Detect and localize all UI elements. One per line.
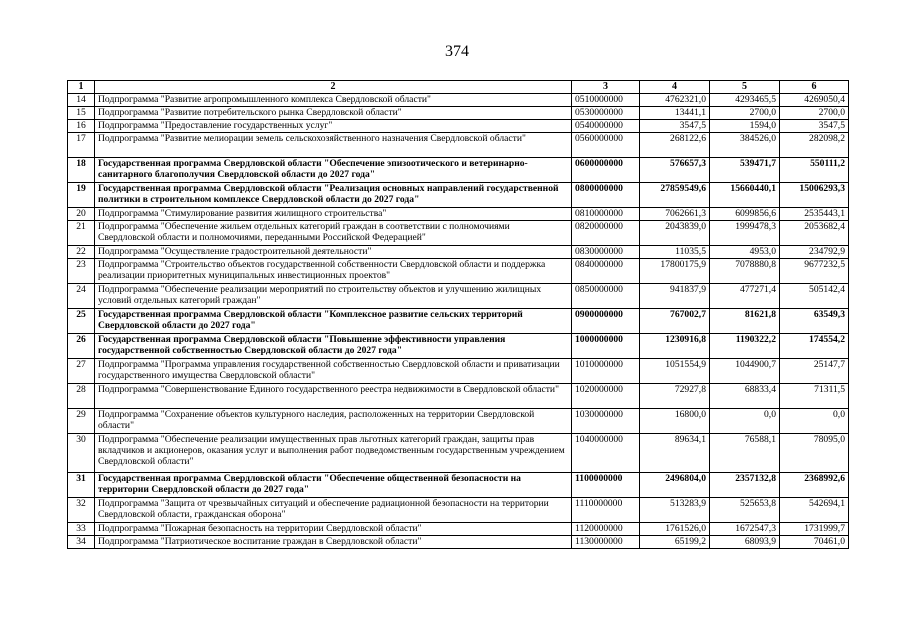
row-value-col6-cell: 4269050,4 — [780, 94, 849, 107]
table-row — [68, 107, 849, 120]
row-number-cell: 32 — [68, 498, 95, 523]
row-value-col6-cell: 174554,2 — [780, 334, 849, 359]
row-value-col5-cell: 1999478,3 — [710, 221, 780, 246]
row-value-col4-cell: 513283,9 — [640, 498, 710, 523]
row-name-cell: Подпрограмма "Строительство объектов государственной собственности Свердловской области и поддержка реализации приоритетных муниципальных инвестиционных проектов" — [95, 259, 572, 284]
row-code-cell: 0530000000 — [572, 107, 640, 120]
row-value-col5-cell: 81621,8 — [710, 309, 780, 334]
row-value-col5-cell: 68833,4 — [710, 384, 780, 409]
row-name-cell: Подпрограмма "Осуществление градостроительной деятельности" — [95, 246, 572, 259]
row-value-col5-cell: 1672547,3 — [710, 523, 780, 536]
row-value-col4-cell: 89634,1 — [640, 434, 710, 473]
row-value-col5-cell: 384526,0 — [710, 133, 780, 158]
row-value-col6-cell: 2535443,1 — [780, 208, 849, 221]
row-name-cell: Подпрограмма "Обеспечение реализации имущественных прав льготных категорий граждан, защиты прав вкладчиков и акционеров, оказания услуг и выполнения работ подведомственным государственным учреждением Свердловской области" — [95, 434, 572, 473]
column-header-2: 2 — [95, 81, 572, 94]
row-value-col5-cell: 6099856,6 — [710, 208, 780, 221]
row-name-cell: Подпрограмма "Патриотическое воспитание граждан в Свердловской области" — [95, 536, 572, 549]
row-value-col6-cell: 78095,0 — [780, 434, 849, 473]
row-value-col6-cell: 2368992,6 — [780, 473, 849, 498]
row-value-col6-cell: 542694,1 — [780, 498, 849, 523]
row-code-cell: 0830000000 — [572, 246, 640, 259]
row-value-col4-cell: 17800175,9 — [640, 259, 710, 284]
row-value-col4-cell: 268122,6 — [640, 133, 710, 158]
row-code-cell: 1120000000 — [572, 523, 640, 536]
row-value-col4-cell: 1051554,9 — [640, 359, 710, 384]
row-value-col4-cell: 72927,8 — [640, 384, 710, 409]
row-name-cell: Подпрограмма "Обеспечение реализации мероприятий по строительству объектов и улучшению жилищных условий отдельных категорий граждан" — [95, 284, 572, 309]
row-code-cell: 1030000000 — [572, 409, 640, 434]
row-value-col6-cell: 0,0 — [780, 409, 849, 434]
table-row — [68, 183, 849, 208]
table-row — [68, 434, 849, 473]
table-row — [68, 473, 849, 498]
row-name-cell: Подпрограмма "Предоставление государственных услуг" — [95, 120, 572, 133]
table-row — [68, 409, 849, 434]
row-code-cell: 0900000000 — [572, 309, 640, 334]
row-number-cell: 21 — [68, 221, 95, 246]
row-value-col6-cell: 505142,4 — [780, 284, 849, 309]
row-value-col4-cell: 3547,5 — [640, 120, 710, 133]
table-row — [68, 259, 849, 284]
row-number-cell: 25 — [68, 309, 95, 334]
row-code-cell: 0540000000 — [572, 120, 640, 133]
row-value-col6-cell: 63549,3 — [780, 309, 849, 334]
row-code-cell: 1000000000 — [572, 334, 640, 359]
row-value-col5-cell: 2700,0 — [710, 107, 780, 120]
row-value-col5-cell: 0,0 — [710, 409, 780, 434]
table-row — [68, 221, 849, 246]
page-number: 374 — [445, 43, 469, 60]
row-value-col5-cell: 4293465,5 — [710, 94, 780, 107]
row-value-col6-cell: 2053682,4 — [780, 221, 849, 246]
row-number-cell: 24 — [68, 284, 95, 309]
row-number-cell: 34 — [68, 536, 95, 549]
row-code-cell: 1040000000 — [572, 434, 640, 473]
row-value-col5-cell: 15660440,1 — [710, 183, 780, 208]
row-value-col4-cell: 767002,7 — [640, 309, 710, 334]
row-value-col4-cell: 576657,3 — [640, 158, 710, 183]
table-row — [68, 498, 849, 523]
row-value-col5-cell: 68093,9 — [710, 536, 780, 549]
row-code-cell: 0850000000 — [572, 284, 640, 309]
column-header-5: 5 — [710, 81, 780, 94]
table-row — [68, 158, 849, 183]
row-value-col5-cell: 477271,4 — [710, 284, 780, 309]
row-number-cell: 17 — [68, 133, 95, 158]
row-value-col5-cell: 1190322,2 — [710, 334, 780, 359]
row-number-cell: 19 — [68, 183, 95, 208]
row-number-cell: 22 — [68, 246, 95, 259]
row-number-cell: 30 — [68, 434, 95, 473]
row-number-cell: 15 — [68, 107, 95, 120]
row-name-cell: Подпрограмма "Стимулирование развития жилищного строительства" — [95, 208, 572, 221]
row-code-cell: 1110000000 — [572, 498, 640, 523]
row-code-cell: 0600000000 — [572, 158, 640, 183]
row-value-col4-cell: 1761526,0 — [640, 523, 710, 536]
column-header-6: 6 — [780, 81, 849, 94]
row-value-col5-cell: 1044900,7 — [710, 359, 780, 384]
row-value-col6-cell: 71311,5 — [780, 384, 849, 409]
row-number-cell: 33 — [68, 523, 95, 536]
row-value-col5-cell: 2357132,8 — [710, 473, 780, 498]
row-value-col4-cell: 2043839,0 — [640, 221, 710, 246]
row-code-cell: 1020000000 — [572, 384, 640, 409]
row-name-cell: Подпрограмма "Совершенствование Единого государственного реестра недвижимости в Свердловской области" — [95, 384, 572, 409]
row-value-col5-cell: 4953,0 — [710, 246, 780, 259]
row-value-col4-cell: 941837,9 — [640, 284, 710, 309]
row-number-cell: 26 — [68, 334, 95, 359]
table-body — [68, 94, 849, 549]
row-value-col6-cell: 3547,5 — [780, 120, 849, 133]
row-name-cell: Подпрограмма "Сохранение объектов культурного наследия, расположенных на территории Свердловской области" — [95, 409, 572, 434]
row-code-cell: 0840000000 — [572, 259, 640, 284]
row-code-cell: 0820000000 — [572, 221, 640, 246]
row-value-col6-cell: 15006293,3 — [780, 183, 849, 208]
row-name-cell: Подпрограмма "Защита от чрезвычайных ситуаций и обеспечение радиационной безопасности на территории Свердловской области, гражданская оборона" — [95, 498, 572, 523]
row-value-col6-cell: 234792,9 — [780, 246, 849, 259]
row-name-cell: Государственная программа Свердловской области "Комплексное развитие сельских территорий Свердловской области до 2027 года" — [95, 309, 572, 334]
row-value-col4-cell: 27859549,6 — [640, 183, 710, 208]
table-row — [68, 94, 849, 107]
table-row — [68, 309, 849, 334]
row-value-col4-cell: 11035,5 — [640, 246, 710, 259]
row-value-col5-cell: 76588,1 — [710, 434, 780, 473]
table-row — [68, 133, 849, 158]
row-value-col6-cell: 2700,0 — [780, 107, 849, 120]
row-value-col4-cell: 4762321,0 — [640, 94, 710, 107]
row-value-col5-cell: 7078880,8 — [710, 259, 780, 284]
row-name-cell: Подпрограмма "Развитие мелиорации земель сельскохозяйственного назначения Свердловской области" — [95, 133, 572, 158]
table-row — [68, 246, 849, 259]
row-number-cell: 28 — [68, 384, 95, 409]
row-name-cell: Подпрограмма "Развитие потребительского рынка Свердловской области" — [95, 107, 572, 120]
row-number-cell: 27 — [68, 359, 95, 384]
row-value-col4-cell: 16800,0 — [640, 409, 710, 434]
table-row — [68, 284, 849, 309]
table-row — [68, 384, 849, 409]
row-name-cell: Государственная программа Свердловской области "Обеспечение эпизоотического и ветеринарно-санитарного благополучия Свердловской области до 2027 года" — [95, 158, 572, 183]
row-name-cell: Подпрограмма "Обеспечение жильем отдельных категорий граждан в соответствии с полномочиями Свердловской области и полномочиями, переданными Российской Федерацией" — [95, 221, 572, 246]
row-code-cell: 0810000000 — [572, 208, 640, 221]
row-name-cell: Подпрограмма "Программа управления государственной собственностью Свердловской области и приватизации государственного имущества Свердловской области" — [95, 359, 572, 384]
table-header-row — [68, 81, 849, 94]
row-code-cell: 0560000000 — [572, 133, 640, 158]
row-code-cell: 1130000000 — [572, 536, 640, 549]
row-number-cell: 20 — [68, 208, 95, 221]
table-row — [68, 208, 849, 221]
row-value-col4-cell: 13441,1 — [640, 107, 710, 120]
row-name-cell: Государственная программа Свердловской области "Обеспечение общественной безопасности на территории Свердловской области до 2027 года" — [95, 473, 572, 498]
row-name-cell: Государственная программа Свердловской области "Повышение эффективности управления государственной собственностью Свердловской области до 2027 года" — [95, 334, 572, 359]
table-row — [68, 523, 849, 536]
column-header-1: 1 — [68, 81, 95, 94]
row-name-cell: Подпрограмма "Пожарная безопасность на территории Свердловской области" — [95, 523, 572, 536]
row-value-col6-cell: 9677232,5 — [780, 259, 849, 284]
row-name-cell: Государственная программа Свердловской области "Реализация основных направлений государственной политики в строительном комплексе Свердловской области до 2027 года" — [95, 183, 572, 208]
row-value-col4-cell: 7062661,3 — [640, 208, 710, 221]
row-number-cell: 14 — [68, 94, 95, 107]
row-value-col6-cell: 70461,0 — [780, 536, 849, 549]
row-value-col5-cell: 1594,0 — [710, 120, 780, 133]
column-header-3: 3 — [572, 81, 640, 94]
row-value-col6-cell: 282098,2 — [780, 133, 849, 158]
row-code-cell: 1100000000 — [572, 473, 640, 498]
row-number-cell: 31 — [68, 473, 95, 498]
row-name-cell: Подпрограмма "Развитие агропромышленного комплекса Свердловской области" — [95, 94, 572, 107]
row-number-cell: 29 — [68, 409, 95, 434]
row-number-cell: 16 — [68, 120, 95, 133]
table-row — [68, 120, 849, 133]
table-row — [68, 359, 849, 384]
row-number-cell: 23 — [68, 259, 95, 284]
row-code-cell: 1010000000 — [572, 359, 640, 384]
row-value-col6-cell: 1731999,7 — [780, 523, 849, 536]
row-value-col5-cell: 539471,7 — [710, 158, 780, 183]
row-value-col4-cell: 1230916,8 — [640, 334, 710, 359]
column-header-4: 4 — [640, 81, 710, 94]
row-value-col4-cell: 65199,2 — [640, 536, 710, 549]
budget-table — [67, 80, 849, 549]
row-code-cell: 0510000000 — [572, 94, 640, 107]
table-row — [68, 536, 849, 549]
row-code-cell: 0800000000 — [572, 183, 640, 208]
row-number-cell: 18 — [68, 158, 95, 183]
row-value-col6-cell: 25147,7 — [780, 359, 849, 384]
row-value-col5-cell: 525653,8 — [710, 498, 780, 523]
row-value-col4-cell: 2496804,0 — [640, 473, 710, 498]
table-row — [68, 334, 849, 359]
row-value-col6-cell: 550111,2 — [780, 158, 849, 183]
